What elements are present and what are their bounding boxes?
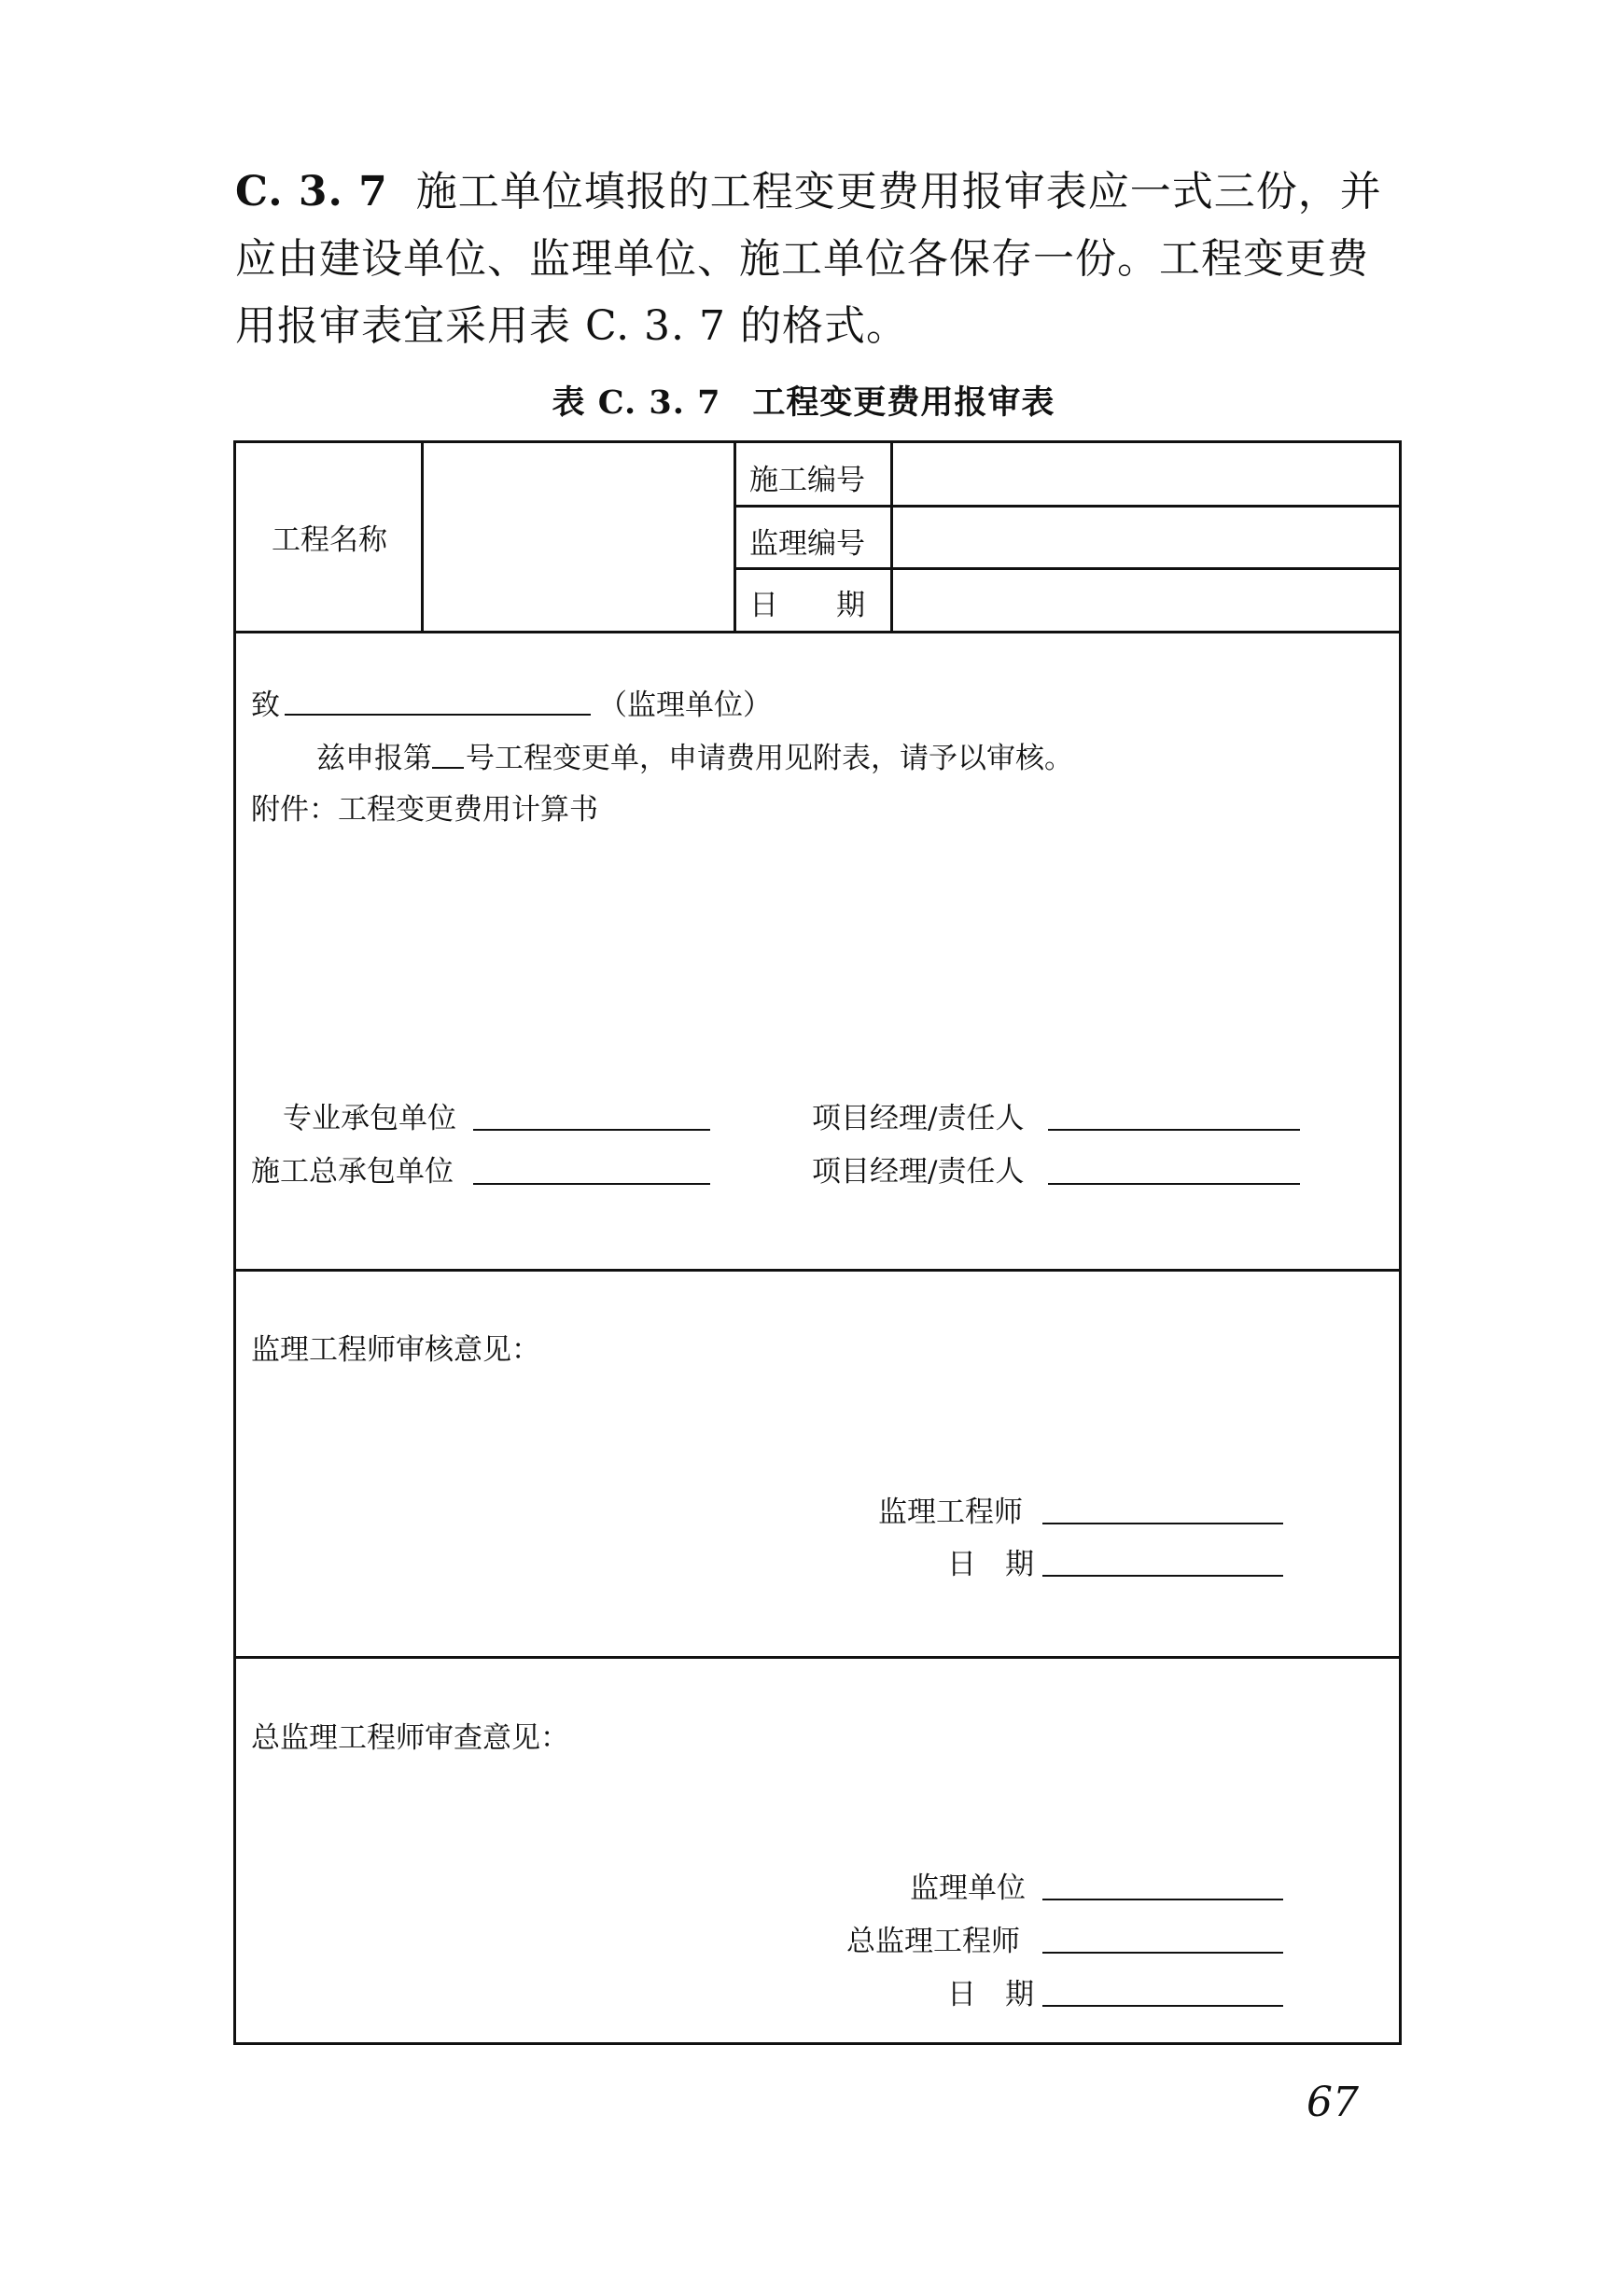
body-after: 号工程变更单，申请费用见附表，请予以审核。 [466,742,1073,775]
chief-opinion-label: 总监理工程师审查意见： [251,1721,569,1755]
attachment-note: 附件：工程变更费用计算书 [251,793,598,827]
clause-code: C. 3. 7 [235,168,388,216]
engineer-opinion-label: 监理工程师审核意见： [251,1333,540,1367]
review-form [233,440,1402,2045]
to-suffix: （监理单位） [598,689,772,722]
to-prefix: 致 [251,689,280,722]
divider [236,1656,1399,1659]
table-title: 工程变更费用报审表 [752,383,1055,422]
pm-blank-2[interactable] [1048,1183,1300,1185]
sub-contractor-blank[interactable] [473,1129,710,1131]
engineer-date-label: 日 期 [947,1548,1034,1581]
engineer-label: 监理工程师 [878,1496,1023,1529]
chief-engineer-label: 总监理工程师 [846,1925,1020,1958]
supervision-no-label: 监理编号 [749,527,865,561]
supervision-no-field[interactable] [893,508,1399,567]
general-contractor-blank[interactable] [473,1183,710,1185]
chief-opinion-area[interactable] [251,1764,1371,1839]
pm-label-2: 项目经理/责任人 [812,1155,1025,1189]
construction-no-label: 施工编号 [749,464,865,497]
sub-contractor-label: 专业承包单位 [283,1102,456,1135]
clause-text: 施工单位填报的工程变更费用报审表应一式三份，并应由建设单位、监理单位、施工单位各保存一份。工程变更费用报审表宜采用表 C. 3. 7 的格式。 [235,168,1382,350]
table-caption [0,377,1607,424]
chief-date-blank[interactable] [1042,2005,1283,2007]
body-before: 兹申报第 [316,742,432,775]
change-no-blank[interactable] [432,767,464,769]
divider [734,443,736,631]
project-name-label: 工程名称 [272,523,387,557]
divider [236,631,1399,633]
general-contractor-label: 施工总承包单位 [251,1155,454,1189]
unit-blank[interactable] [1042,1899,1283,1900]
construction-no-field[interactable] [893,443,1399,505]
project-name-field[interactable] [424,443,734,631]
date-label: 日 期 [749,589,865,622]
date-field[interactable] [893,570,1399,631]
table-code: 表 C. 3. 7 [552,383,721,422]
pm-blank-1[interactable] [1048,1129,1300,1131]
chief-engineer-blank[interactable] [1042,1952,1283,1954]
engineer-sign-blank[interactable] [1042,1523,1283,1524]
intro-paragraph [235,159,1402,360]
to-unit-blank[interactable] [285,714,591,716]
engineer-date-blank[interactable] [1042,1575,1283,1577]
divider [236,1269,1399,1272]
chief-date-label: 日 期 [947,1978,1034,2011]
page-number: 67 [1307,2079,1359,2126]
engineer-opinion-area[interactable] [251,1376,1371,1451]
pm-label-1: 项目经理/责任人 [812,1102,1025,1135]
unit-label: 监理单位 [910,1872,1026,1905]
